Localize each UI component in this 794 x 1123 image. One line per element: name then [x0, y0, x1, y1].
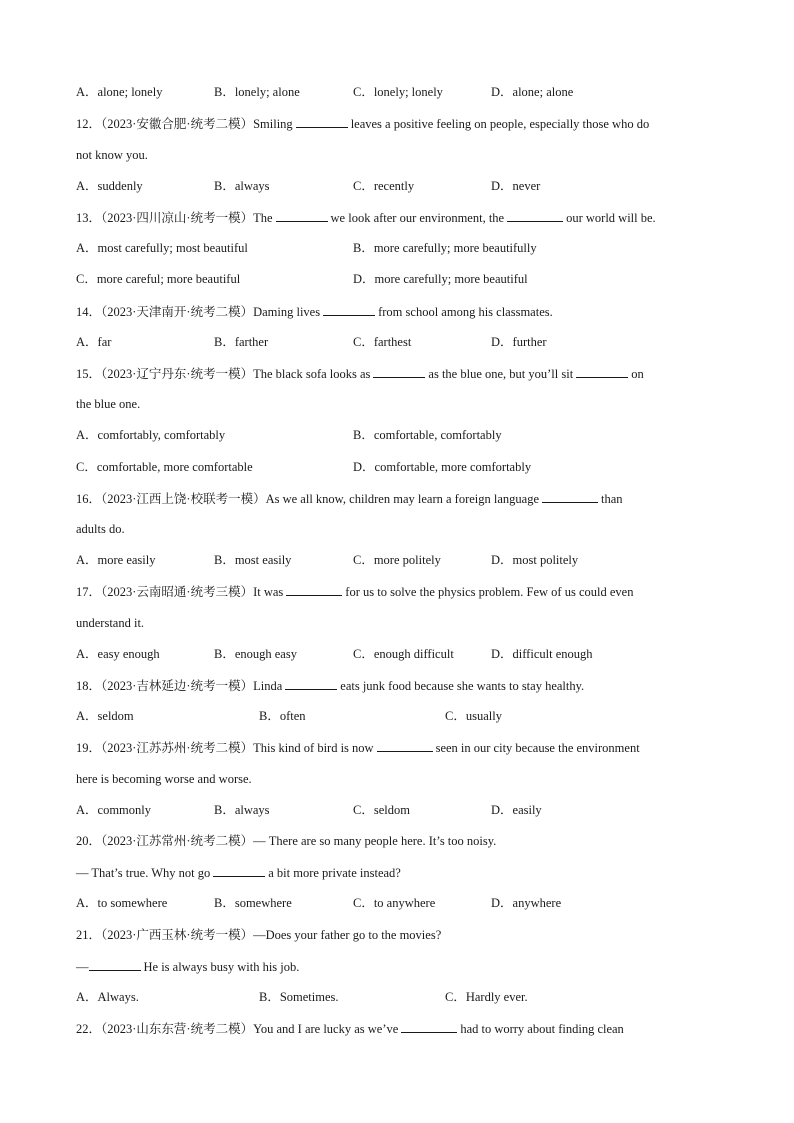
- question-22-stem: [76, 1020, 624, 1037]
- answer-blank[interactable]: [401, 1020, 457, 1033]
- option-b: B．often: [259, 709, 306, 723]
- question-14-stem: [76, 303, 553, 320]
- option-b: B．more carefully; more beautifully: [353, 241, 537, 255]
- option-b: B．enough easy: [214, 647, 297, 661]
- question-19-stem: [76, 739, 640, 756]
- stem-text: He is always busy with his job.: [143, 960, 300, 974]
- answer-blank[interactable]: [296, 115, 348, 128]
- question-number: 14．: [76, 305, 102, 319]
- option-b: B．lonely; alone: [214, 85, 300, 99]
- stem-text: from school among his classmates.: [378, 305, 553, 319]
- question-source: （2023·天津南开·统考二模）: [101, 305, 254, 319]
- question-source: （2023·云南昭通·统考三模）: [101, 585, 254, 599]
- question-number: 12．: [76, 117, 102, 131]
- question-21-dialog: [76, 958, 299, 975]
- stem-text: This kind of bird is now: [253, 741, 374, 755]
- answer-blank[interactable]: [276, 209, 328, 222]
- stem-text: The: [253, 211, 273, 225]
- question-16-stem-cont: adults do.: [76, 522, 125, 536]
- stem-text: eats junk food because she wants to stay healthy.: [340, 679, 585, 693]
- option-c: C．farthest: [353, 335, 412, 349]
- option-d: D．most politely: [491, 553, 579, 567]
- answer-blank[interactable]: [542, 490, 598, 503]
- stem-text: on: [631, 367, 644, 381]
- option-d: D．more carefully; more beautiful: [353, 272, 528, 286]
- option-c: C．usually: [445, 709, 502, 723]
- option-c: C．comfortable, more comfortable: [76, 460, 253, 474]
- option-c: C．seldom: [353, 803, 410, 817]
- option-c: C．more politely: [353, 553, 441, 567]
- question-source: （2023·江苏常州·统考二模）: [101, 834, 254, 848]
- option-a: A．easy enough: [76, 647, 160, 661]
- stem-text: Smiling: [253, 117, 293, 131]
- option-a: A．commonly: [76, 803, 151, 817]
- answer-blank[interactable]: [377, 739, 433, 752]
- stem-text: Daming lives: [253, 305, 321, 319]
- question-17-stem-cont: understand it.: [76, 616, 145, 630]
- option-c: C．Hardly ever.: [445, 990, 528, 1004]
- question-number: 15．: [76, 367, 102, 381]
- answer-blank[interactable]: [576, 365, 628, 378]
- option-a: A．to somewhere: [76, 896, 168, 910]
- option-a: A．far: [76, 335, 112, 349]
- option-a: A．seldom: [76, 709, 134, 723]
- answer-blank[interactable]: [89, 958, 141, 971]
- option-c: C．to anywhere: [353, 896, 436, 910]
- stem-text: Linda: [253, 679, 283, 693]
- stem-text: a bit more private instead?: [268, 866, 401, 880]
- answer-blank[interactable]: [213, 864, 265, 877]
- option-a: A．suddenly: [76, 179, 143, 193]
- question-17-stem: [76, 583, 633, 600]
- option-c: C．lonely; lonely: [353, 85, 443, 99]
- question-12-stem-cont: not know you.: [76, 148, 148, 162]
- question-15-stem: [76, 365, 644, 382]
- stem-text: —: [76, 960, 89, 974]
- question-16-stem: [76, 490, 623, 507]
- question-source: （2023·辽宁丹东·统考一模）: [101, 367, 254, 381]
- question-number: 20．: [76, 834, 102, 848]
- option-c: C．recently: [353, 179, 415, 193]
- option-c: C．enough difficult: [353, 647, 454, 661]
- stem-text: — That’s true. Why not go: [76, 866, 211, 880]
- option-b: B．farther: [214, 335, 269, 349]
- stem-text: seen in our city because the environment: [435, 741, 640, 755]
- answer-blank[interactable]: [323, 303, 375, 316]
- answer-blank[interactable]: [373, 365, 425, 378]
- question-number: 13．: [76, 211, 102, 225]
- option-b: B．comfortable, comfortably: [353, 428, 502, 442]
- question-number: 21．: [76, 928, 102, 942]
- option-b: B．always: [214, 179, 270, 193]
- question-12-stem: [76, 115, 649, 132]
- option-b: B．most easily: [214, 553, 292, 567]
- question-source: （2023·安徽合肥·统考二模）: [101, 117, 254, 131]
- option-a: A．comfortably, comfortably: [76, 428, 226, 442]
- question-source: （2023·四川凉山·统考一模）: [101, 211, 254, 225]
- question-source: （2023·江西上饶·校联考一模）: [101, 492, 266, 506]
- question-15-stem-cont: the blue one.: [76, 397, 141, 411]
- stem-text: It was: [253, 585, 284, 599]
- option-b: B．somewhere: [214, 896, 292, 910]
- option-b: B．Sometimes.: [259, 990, 339, 1004]
- question-number: 17．: [76, 585, 102, 599]
- question-source: （2023·江苏苏州·统考二模）: [101, 741, 254, 755]
- option-c: C．more careful; more beautiful: [76, 272, 241, 286]
- answer-blank[interactable]: [286, 583, 342, 596]
- question-source: （2023·广西玉林·统考一模）: [101, 928, 254, 942]
- question-source: （2023·山东东营·统考二模）: [101, 1022, 254, 1036]
- stem-text: —Does your father go to the movies?: [253, 928, 442, 942]
- answer-blank[interactable]: [507, 209, 563, 222]
- stem-text: for us to solve the physics problem. Few of us could even: [345, 585, 634, 599]
- question-19-stem-cont: here is becoming worse and worse.: [76, 772, 252, 786]
- question-number: 16．: [76, 492, 102, 506]
- question-21-stem: [76, 927, 441, 943]
- question-20-dialog: [76, 864, 401, 881]
- option-d: D．further: [491, 335, 547, 349]
- option-d: D．comfortable, more comfortably: [353, 460, 532, 474]
- option-a: A．more easily: [76, 553, 156, 567]
- question-number: 18．: [76, 679, 102, 693]
- stem-text: leaves a positive feeling on people, especially those who do: [350, 117, 650, 131]
- stem-text: than: [601, 492, 623, 506]
- option-a: A．alone; lonely: [76, 85, 163, 99]
- option-d: D．easily: [491, 803, 542, 817]
- question-number: 19．: [76, 741, 102, 755]
- stem-text: The black sofa looks as: [253, 367, 371, 381]
- stem-text: we look after our environment, the: [330, 211, 505, 225]
- option-d: D．anywhere: [491, 896, 562, 910]
- stem-text: had to worry about finding clean: [460, 1022, 624, 1036]
- option-d: D．never: [491, 179, 541, 193]
- option-a: A．most carefully; most beautiful: [76, 241, 248, 255]
- question-18-stem: [76, 677, 584, 694]
- stem-text: as the blue one, but you’ll sit: [428, 367, 574, 381]
- stem-text: As we all know, children may learn a foreign language: [265, 492, 539, 506]
- stem-text: our world will be.: [566, 211, 656, 225]
- stem-text: — There are so many people here. It’s too noisy.: [253, 834, 497, 848]
- stem-text: You and I are lucky as we’ve: [253, 1022, 399, 1036]
- option-a: A．Always.: [76, 990, 139, 1004]
- option-b: B．always: [214, 803, 270, 817]
- question-source: （2023·吉林延边·统考一模）: [101, 679, 254, 693]
- question-13-stem: [76, 209, 656, 226]
- question-20-stem: [76, 833, 496, 849]
- option-d: D．alone; alone: [491, 85, 574, 99]
- option-d: D．difficult enough: [491, 647, 593, 661]
- question-number: 22．: [76, 1022, 102, 1036]
- answer-blank[interactable]: [285, 677, 337, 690]
